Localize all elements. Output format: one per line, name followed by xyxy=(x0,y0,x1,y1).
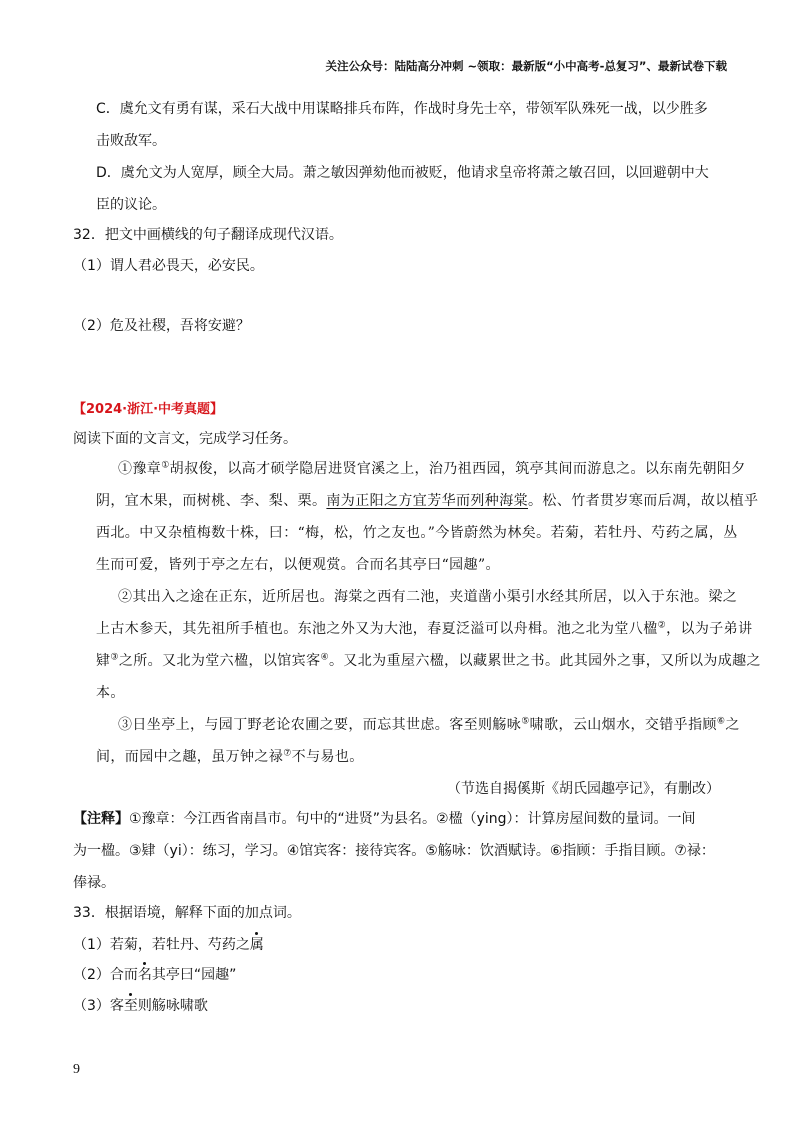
question-33-stem: 33．根据语境，解释下面的加点词。 xyxy=(73,905,301,921)
question-33-item-2 xyxy=(73,965,236,985)
section-source-tag: 【2024·浙江·中考真题】 xyxy=(73,402,224,417)
passage-p2-line3 xyxy=(96,651,761,671)
passage-text: ，以为子弟讲 xyxy=(666,621,753,637)
notes-line2: 为一楹。③肄（yi）：练习，学习。④馆宾客：接待宾客。⑤觞咏：饮酒赋诗。⑥指顾：手指目顾。⑦禄： xyxy=(73,843,715,859)
item-text: （3）客 xyxy=(73,998,124,1014)
item-text: （2）合而 xyxy=(73,967,138,983)
option-c-line2: 击败敌军。 xyxy=(96,133,166,149)
footnote-marker: ② xyxy=(657,620,667,631)
footnote-marker: ③ xyxy=(110,652,119,663)
passage-p2-line1: ②其出入之途在正东，近所居也。海棠之西有二池，夹道凿小渠引水经其所居，以入于东池。梁之 xyxy=(118,589,738,605)
passage-p1-line2 xyxy=(96,491,758,511)
footnote-marker: ⑦ xyxy=(283,748,292,759)
passage-p2-line4: 本。 xyxy=(96,685,125,701)
passage-text: 之 xyxy=(725,717,740,733)
item-text: 其亭曰“园趣” xyxy=(151,967,237,983)
passage-source: （节选自揭傒斯《胡氏园趣亭记》，有删改） xyxy=(447,781,720,797)
passage-text: 肄 xyxy=(96,653,111,669)
dotted-word: 至 xyxy=(123,998,138,1014)
passage-text: 胡叔俊，以高才硕学隐居进贤官溪之上，治乃祖西园，筑亭其间而游息之。以东南先朝阳夕 xyxy=(169,461,746,477)
header-promo-text: 关注公众号：陆陆高分冲刺 ~领取：最新版“小中高考-总复习”、最新试卷下载 xyxy=(325,59,727,73)
passage-text: ①豫章 xyxy=(118,461,162,477)
passage-p1-line4: 生而可爱，皆列于亭之左右，以便观赏。合而名其亭曰“园趣”。 xyxy=(96,557,500,573)
item-text: （1）若菊，若牡丹、芍药之 xyxy=(73,937,250,953)
passage-p3-line1 xyxy=(118,715,740,735)
option-d-line2: 臣的议论。 xyxy=(96,197,166,213)
dotted-word: 名 xyxy=(137,967,152,983)
passage-text: 啸歌，云山烟水，交错乎指顾 xyxy=(529,717,717,733)
passage-text: 。松、竹者贯岁寒而后凋，故以植乎 xyxy=(528,493,759,509)
footnote-marker: ④ xyxy=(320,652,329,663)
footnote-marker: ⑤ xyxy=(521,716,530,727)
notes-line1 xyxy=(73,809,696,829)
passage-p1-line1 xyxy=(118,459,746,479)
passage-text: 上古木参天，其先祖所手植也。东池之外又为大池，春夏泛溢可以舟楫。池之北为堂八楹 xyxy=(96,621,658,637)
question-32-stem: 32．把文中画横线的句子翻译成现代汉语。 xyxy=(73,227,343,243)
passage-text: 。又北为重屋六楹，以藏累世之书。此其园外之事，又所以为成趣之 xyxy=(328,653,761,669)
question-32-item-2: （2）危及社稷，吾将安避？ xyxy=(73,318,250,334)
passage-text: 不与易也。 xyxy=(291,749,364,765)
section-instruction: 阅读下面的文言文，完成学习任务。 xyxy=(73,431,297,447)
passage-text: 之所。又北为堂六楹，以馆宾客 xyxy=(118,653,321,669)
passage-text: ③日坐亭上，与园丁野老论农圃之要，而忘其世虑。客至则觞咏 xyxy=(118,717,522,733)
passage-text: 间，而园中之趣，虽万钟之禄 xyxy=(96,749,284,765)
passage-p1-line3: 西北。中又杂植梅数十株，曰：“梅，松，竹之友也。”今皆蔚然为林矣。若菊，若牡丹、芍药之属，丛 xyxy=(96,525,738,541)
underlined-sentence: 南为正阳之方宜芳华而列种海棠 xyxy=(326,493,529,509)
question-33-item-1 xyxy=(73,935,264,955)
option-d-line1: D．虞允文为人宽厚，顾全大局。萧之敏因弹劾他而被贬，他请求皇帝将萧之敏召回，以回避朝中大 xyxy=(96,165,709,181)
option-c-line1: C．虞允文有勇有谋，采石大战中用谋略排兵布阵，作战时身先士卒，带领军队殊死一战，以少胜多 xyxy=(96,101,708,117)
footnote-marker: ① xyxy=(161,460,170,471)
notes-line3: 俸禄。 xyxy=(73,875,115,891)
page-number: 9 xyxy=(73,1062,80,1077)
dotted-word: 属 xyxy=(249,937,264,953)
passage-p2-line2 xyxy=(96,619,752,639)
item-text: 则觞咏啸歌 xyxy=(137,998,208,1014)
notes-text: ①豫章：今江西省南昌市。句中的“进贤”为县名。②楹（ying）：计算房屋间数的量词。一间 xyxy=(129,811,696,827)
passage-p3-line2 xyxy=(96,747,364,767)
question-32-item-1: （1）谓人君必畏天，必安民。 xyxy=(73,258,264,274)
footnote-marker: ⑥ xyxy=(716,716,726,727)
passage-text: 阴，宜木果，而树桃、李、梨、栗。 xyxy=(96,493,327,509)
question-33-item-3 xyxy=(73,996,208,1016)
notes-tag: 【注释】 xyxy=(73,811,129,827)
